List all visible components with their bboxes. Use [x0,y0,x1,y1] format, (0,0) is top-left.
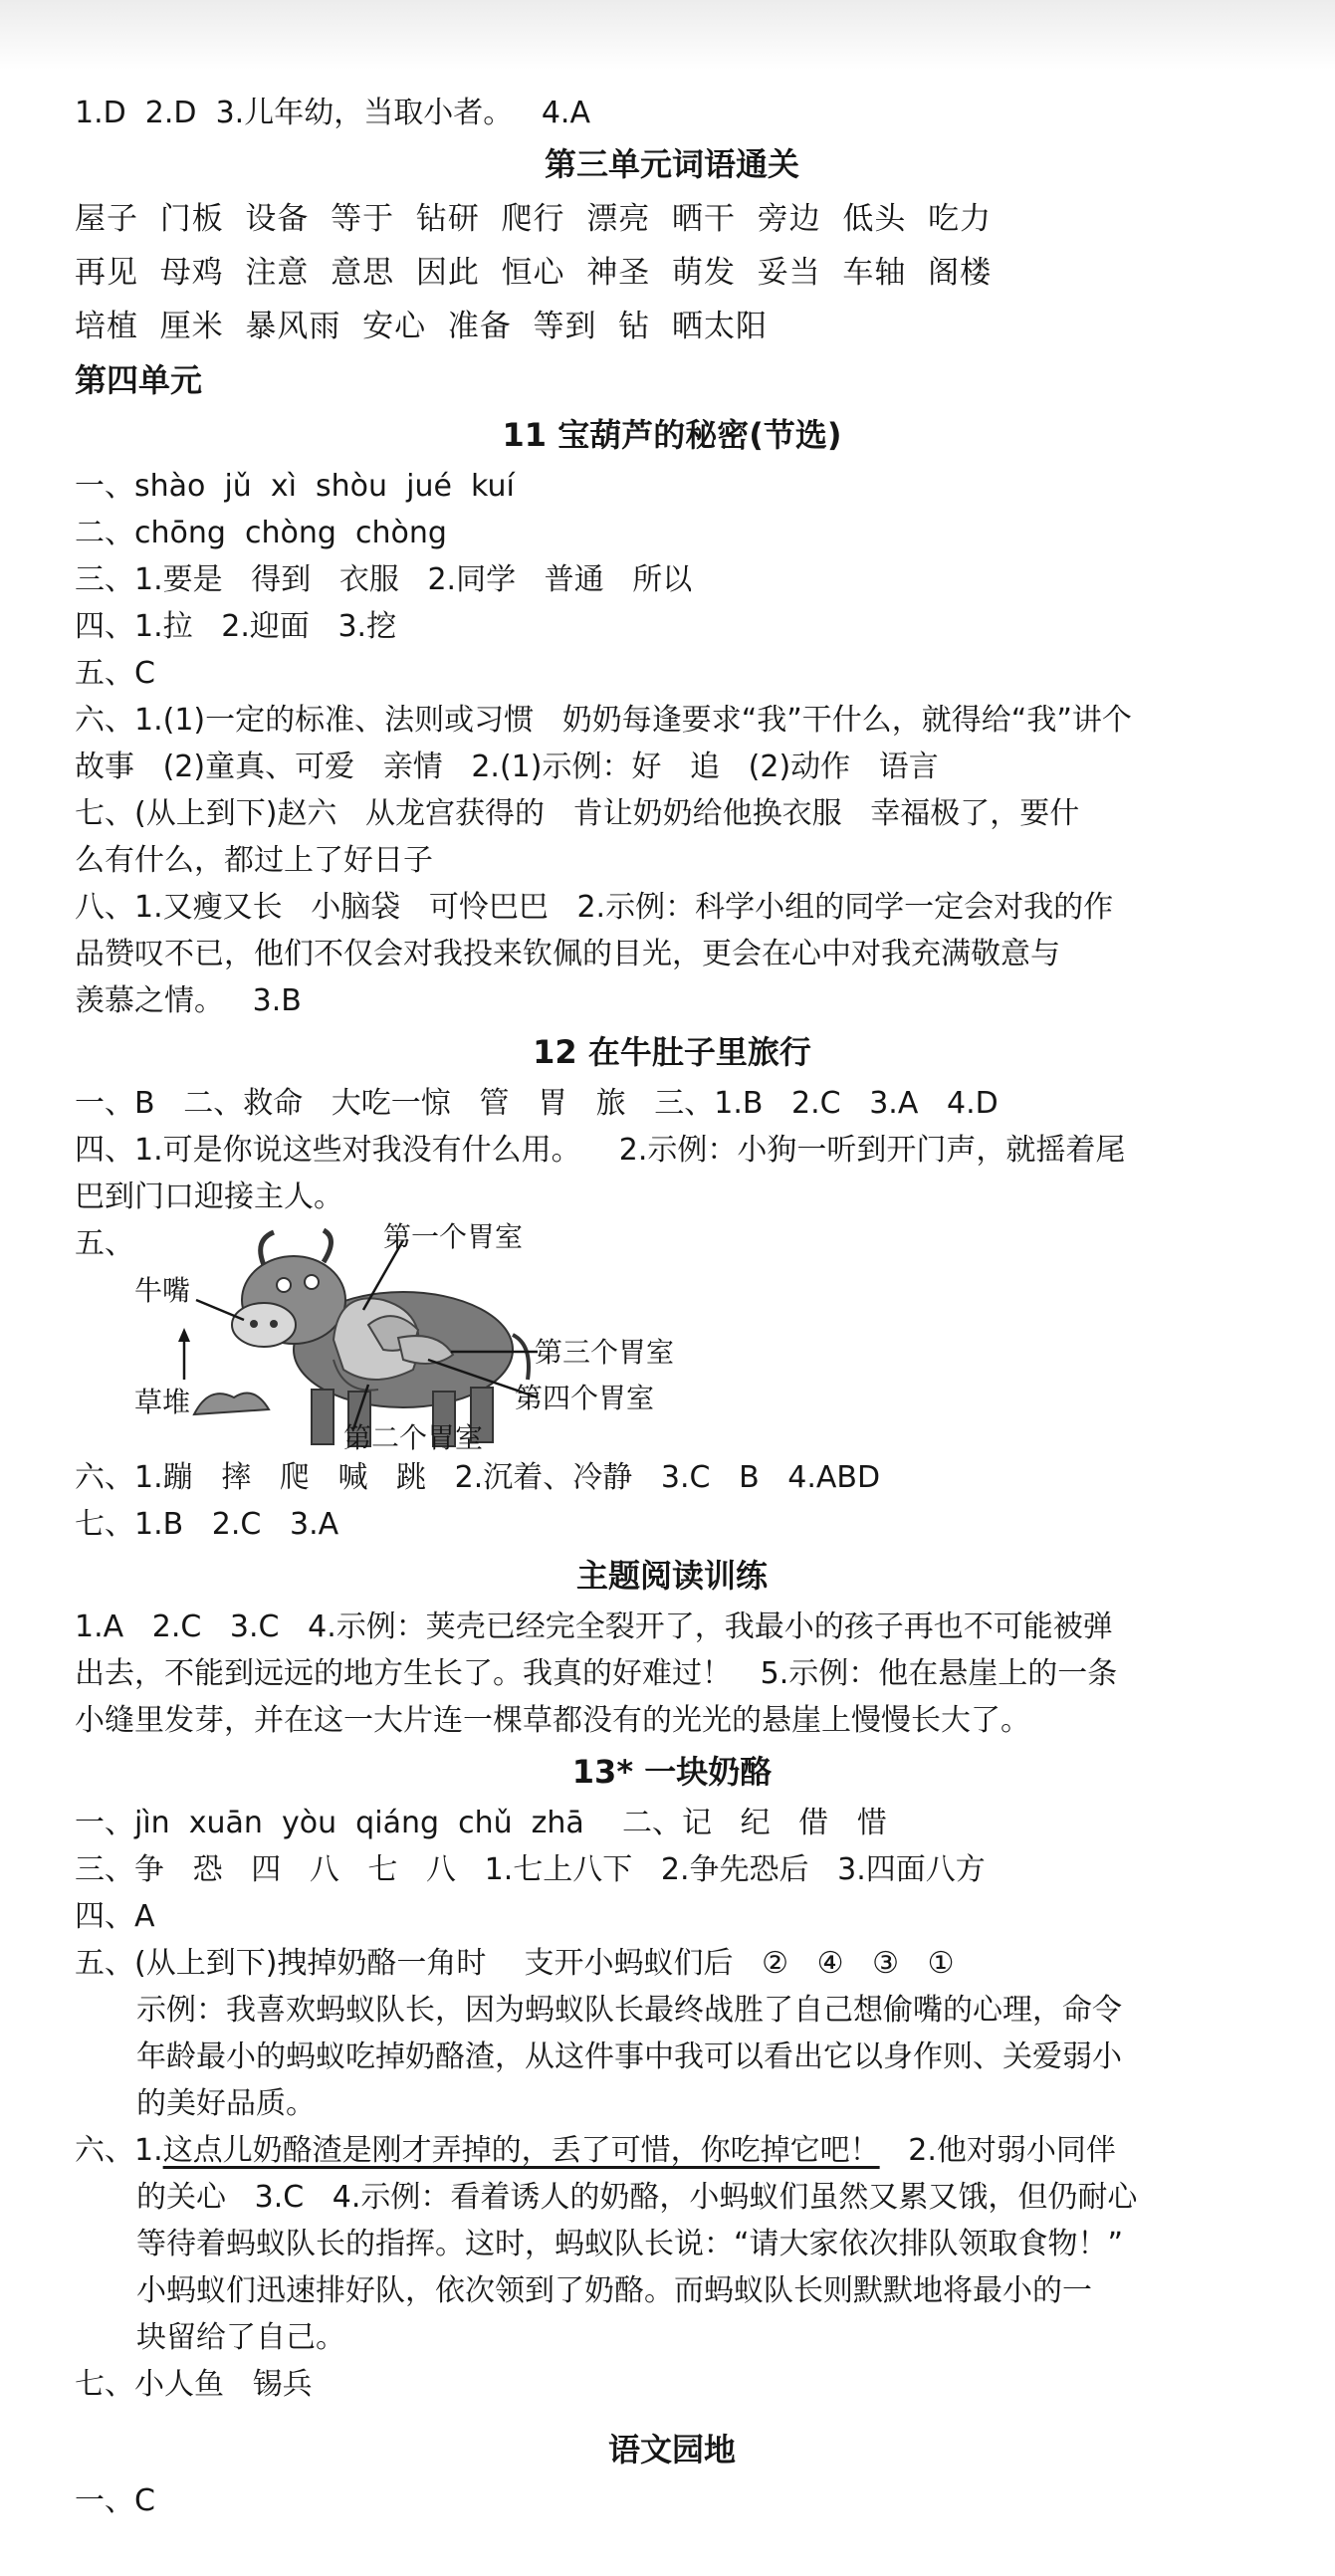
scan-shadow [0,0,1335,70]
answer-line: 一、C [75,2483,155,2518]
answer-line: 小蚂蚁们迅速排好队，依次领到了奶酪。而蚂蚁队长则默默地将最小的一 [136,2273,1092,2308]
cow-muzzle [232,1303,296,1347]
cow-eye [277,1278,291,1292]
answer-line: 三、争 恐 四 八 七 八 1.七上八下 2.争先恐后 3.四面八方 [75,1852,986,1887]
answer-line: 一、shào jǔ xì shòu jué kuí [75,469,515,504]
answer-line: 七、(从上到下)赵六 从龙宫获得的 肯让奶奶给他换衣服 幸福极了，要什 [75,796,1080,831]
arrow-head [178,1328,190,1342]
answer-line [75,2127,1269,2174]
section-title-yuwen-garden: 语文园地 [607,2431,736,2469]
vocab-row: 培植 厘米 暴风雨 安心 准备 等到 钻 晒太阳 [75,309,768,344]
answer-line: 二、chōng chòng chòng [75,516,447,550]
cow-nostril [250,1320,258,1328]
answer-line: 五、C [75,656,155,691]
cow-stomach-figure [75,1220,1269,1454]
label-stomach-1: 第一个胃室 [383,1220,524,1253]
label-stomach-4: 第四个胃室 [515,1382,655,1414]
underlined-answer: 这点儿奶酪渣是刚才弄掉的，丢了可惜，你吃掉它吧！ [162,2133,880,2168]
section-title-theme-reading: 主题阅读训练 [575,1557,768,1595]
label-grass-pile: 草堆 [134,1386,191,1418]
answer-line: 的美好品质。 [136,2086,316,2121]
answer-line: 一、jìn xuān yòu qiáng chǔ zhā 二、记 纪 借 惜 [75,1806,887,1840]
answer-line: 出去，不能到远远的地方生长了。我真的好难过！ 5.示例：他在悬崖上的一条 [75,1656,1118,1691]
answer-line: 年龄最小的蚂蚁吃掉奶酪渣，从这件事中我可以看出它以身作则、关爱弱小 [136,2039,1122,2074]
answer-line: 一、B 二、救命 大吃一惊 管 胃 旅 三、1.B 2.C 3.A 4.D [75,1086,999,1121]
answer-content [75,96,1269,2524]
vocab-row: 再见 母鸡 注意 意思 因此 恒心 神圣 萌发 妥当 车轴 阁楼 [75,255,993,291]
answer-line: 四、1.可是你说这些对我没有什么用。 2.示例：小狗一听到开门声，就摇着尾 [75,1133,1126,1168]
cow-eye [305,1275,319,1289]
section-title-unit3-vocab: 第三单元词语通关 [544,145,799,183]
cow-diagram [134,1220,692,1454]
arrow-line [196,1300,244,1320]
vocab-row: 屋子 门板 设备 等于 钻研 爬行 漂亮 晒干 旁边 低头 吃力 [75,201,993,237]
answer-suffix: 2.他对弱小同伴 [879,2133,1116,2168]
answer-line: 三、1.要是 得到 衣服 2.同学 普通 所以 [75,562,693,597]
answer-line: 七、小人鱼 锡兵 [75,2367,313,2402]
answer-line: 巴到门口迎接主人。 [75,1180,343,1214]
cow-leg [312,1390,334,1444]
answer-line: 示例：我喜欢蚂蚁队长，因为蚂蚁队长最终战胜了自己想偷嘴的心理，命令 [136,1993,1122,2028]
answer-line: 六、1.(1)一定的标准、法则或习惯 奶奶每逢要求“我”干什么，就得给“我”讲个 [75,703,1132,738]
answer-line: 羡慕之情。 3.B [75,983,302,1018]
lesson-title-12: 12 在牛肚子里旅行 [533,1033,811,1071]
cow-illustration [232,1230,529,1446]
answer-prefix: 六、1. [75,2133,163,2168]
grass-pile-icon [194,1394,269,1414]
answer-line: 的关心 3.C 4.示例：看着诱人的奶酪，小蚂蚁们虽然又累又饿，但仍耐心 [136,2180,1138,2215]
answer-line: 七、1.B 2.C 3.A [75,1507,339,1542]
answer-line: 等待着蚂蚁队长的指挥。这时，蚂蚁队长说：“请大家依次排队领取食物！” [136,2227,1124,2261]
question-label: 五、 [75,1226,134,1261]
lesson-title-13: 13* 一块奶酪 [571,1753,773,1791]
label-stomach-3: 第三个胃室 [535,1336,675,1369]
answer-line: 八、1.又瘦又长 小脑袋 可怜巴巴 2.示例：科学小组的同学一定会对我的作 [75,890,1114,925]
unit-title: 第四单元 [75,361,203,399]
answer-line: 品赞叹不已，他们不仅会对我投来钦佩的目光，更会在心中对我充满敬意与 [75,937,1060,971]
answer-line: 1.A 2.C 3.C 4.示例：荚壳已经完全裂开了，我最小的孩子再也不可能被弹 [75,1610,1113,1644]
answer-line: 小缝里发芽，并在这一大片连一棵草都没有的光光的悬崖上慢慢长大了。 [75,1703,1030,1738]
answer-line: 故事 (2)童真、可爱 亲情 2.(1)示例：好 追 (2)动作 语言 [75,750,939,784]
answer-line: 四、A [75,1899,155,1934]
cow-tail [513,1335,529,1380]
lesson-title-11: 11 宝葫芦的秘密(节选) [502,416,842,454]
answer-line: 四、1.拉 2.迎面 3.挖 [75,609,397,644]
answer-line: 六、1.蹦 摔 爬 喊 跳 2.沉着、冷静 3.C B 4.ABD [75,1460,881,1495]
cow-horn [324,1230,332,1262]
label-cow-mouth: 牛嘴 [134,1274,191,1307]
cow-nostril [270,1320,278,1328]
label-stomach-2: 第二个胃室 [343,1421,484,1454]
answer-line: 么有什么，都过上了好日子 [75,843,433,878]
answer-line: 五、(从上到下)拽掉奶酪一角时 支开小蚂蚁们后 ② ④ ③ ① [75,1946,955,1981]
answers-unit3-tail: 1.D 2.D 3.儿年幼，当取小者。 4.A [75,96,590,130]
answer-line: 块留给了自己。 [136,2320,345,2355]
